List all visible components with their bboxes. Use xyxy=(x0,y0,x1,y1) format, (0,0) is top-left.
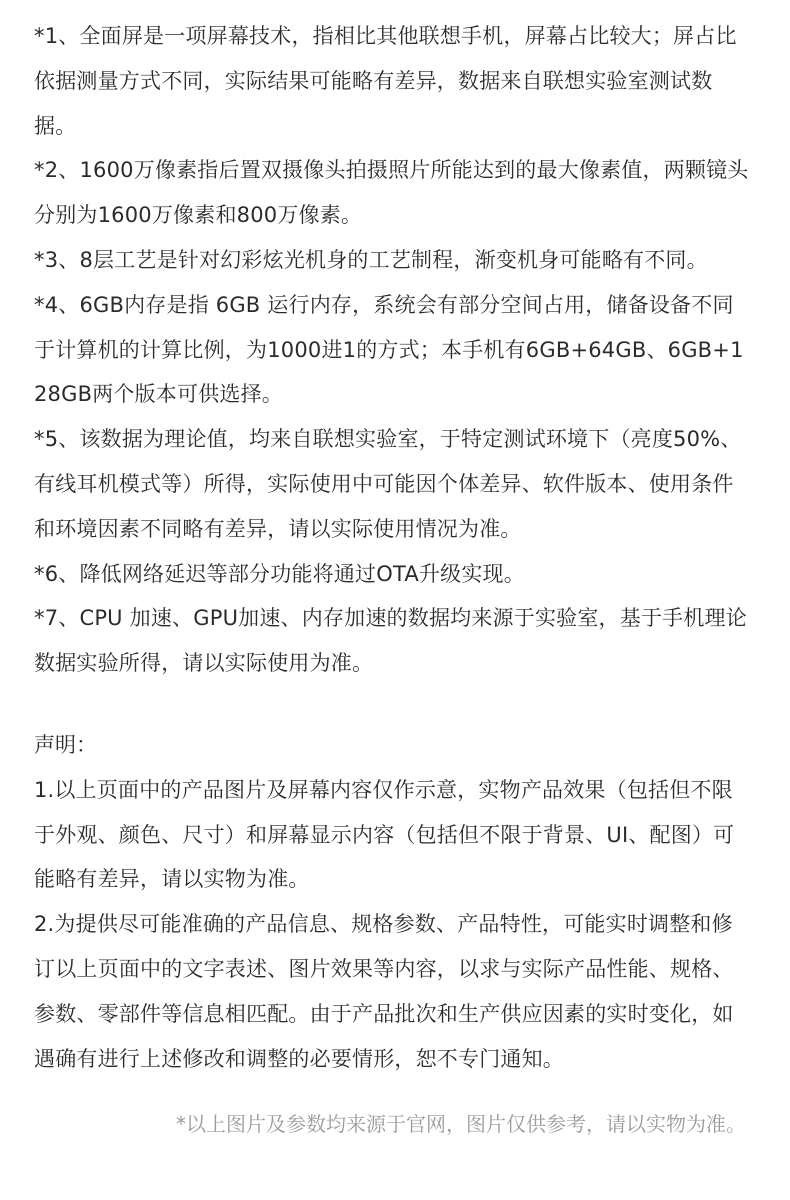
note-6: *6、降低网络延迟等部分功能将通过OTA升级实现。 xyxy=(34,561,525,586)
footer-note: *以上图片及参数均来源于官网，图片仅供参考，请以实物为准。 xyxy=(176,1112,746,1136)
note-3: *3、8层工艺是针对幻彩炫光机身的工艺制程，渐变机身可能略有不同。 xyxy=(34,247,708,272)
declaration-heading: 声明： xyxy=(34,732,97,757)
note-7: *7、CPU 加速、GPU加速、内存加速的数据均来源于实验室，基于手机理论数据实验所得，请以实际使用为准。 xyxy=(34,606,747,676)
note-1: *1、全面屏是一项屏幕技术，指相比其他联想手机，屏幕占比较大；屏占比依据测量方式不同，实际结果可能略有差异，数据来自联想实验室测试数据。 xyxy=(34,24,737,138)
disclaimer-content xyxy=(34,14,750,1081)
declaration-item-2: 2.为提供尽可能准确的产品信息、规格参数、产品特性，可能实时调整和修订以上页面中的文字表述、图片效果等内容，以求与实际产品性能、规格、参数、零部件等信息相匹配。由于产品批次和生产供应因素的实时变化，如遇确有进行上述修改和调整的必要情形，恕不专门通知。 xyxy=(34,912,734,1071)
note-2: *2、1600万像素指后置双摄像头拍摄照片所能达到的最大像素值，两颗镜头分别为1600万像素和800万像素。 xyxy=(34,158,749,228)
note-4: *4、6GB内存是指 6GB 运行内存，系统会有部分空间占用，储备设备不同于计算机的计算比例，为1000进1的方式；本手机有6GB+64GB、6GB+128GB两个版本可供选择。 xyxy=(34,292,744,407)
note-5: *5、该数据为理论值，均来自联想实验室，于特定测试环境下（亮度50%、有线耳机模式等）所得，实际使用中可能因个体差异、软件版本、使用条件和环境因素不同略有差异，请以实际使用情况为准。 xyxy=(34,427,742,541)
declaration-item-1: 1.以上页面中的产品图片及屏幕内容仅作示意，实物产品效果（包括但不限于外观、颜色、尺寸）和屏幕显示内容（包括但不限于背景、UI、配图）可能略有差异，请以实物为准。 xyxy=(34,777,735,892)
